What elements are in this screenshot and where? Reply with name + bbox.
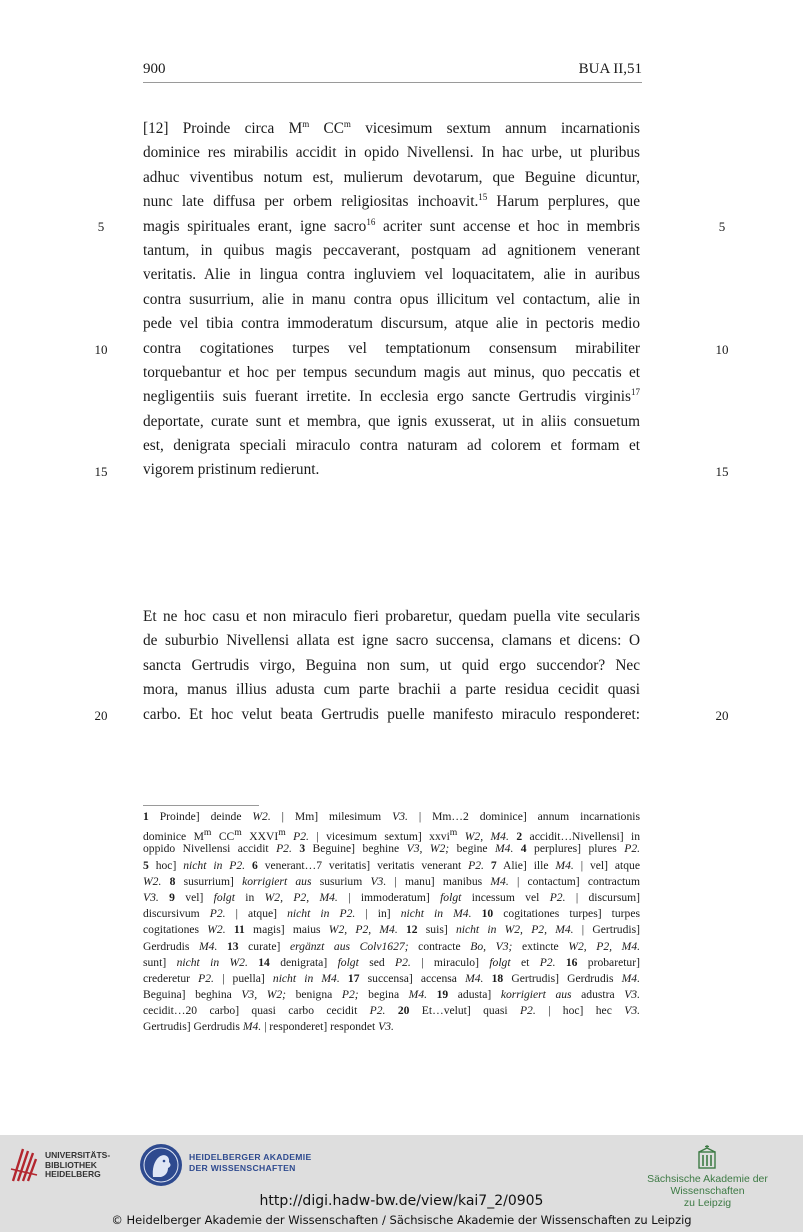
apparatus-line: sunt] nicht in W2. 14 denigrata] folgt sed P2. | miraculo] folgt et P2. 16 probaretur] bbox=[143, 955, 640, 969]
line-number-left: 15 bbox=[94, 464, 108, 479]
line-number-right: 5 bbox=[718, 219, 726, 234]
running-header bbox=[143, 58, 642, 83]
critical-apparatus bbox=[143, 809, 640, 1036]
text-line: sancta Gertrudis virgo, Beguina non sum, ut quid ergo succendor? Nec bbox=[143, 656, 640, 674]
text-line: est, denigrata speciali miraculo contra naturam ad colorem et formam et bbox=[143, 437, 640, 455]
apparatus-line: discursivum P2. | atque] nicht in P2. | in] nicht in M4. 10 cogitationes turpes] turpes bbox=[143, 907, 640, 921]
academy-name[interactable]: HEIDELBERGER AKADEMIE DER WISSENSCHAFTEN bbox=[189, 1152, 312, 1173]
university-library-logo-icon[interactable] bbox=[9, 1145, 39, 1185]
footnote-ref-17: 17 bbox=[631, 387, 640, 398]
text-line: deportate, curate sunt et membra, que ignis exusserat, ut in aliis consuetum bbox=[143, 412, 640, 430]
apparatus-line: crederetur P2. | puella] nicht in M4. 17 succensa] accensa M4. 18 Gertrudis] Gerdrudis M4. bbox=[143, 971, 640, 985]
text-line: vigorem pristinum redierunt. bbox=[143, 461, 320, 479]
line-number-right: 10 bbox=[715, 342, 729, 357]
apparatus-line: dominice $M^m$ $CC^m$ XXVI$^m$ P2. | vicesimum sextum] xxvi$^m$ W2, M4. 2 accidit…Nivellensi] in bbox=[143, 827, 640, 844]
text-line: mora, manus illius adusta cum parte brachii a parte residua cecidit quasi bbox=[143, 681, 640, 699]
footnote-ref-16: 16 bbox=[366, 216, 376, 227]
line-number-left: 20 bbox=[94, 708, 108, 723]
apparatus-line: Beguina] beghina V3, W2; benigna P2; begina M4. 19 adusta] korrigiert aus adustra V3. bbox=[143, 988, 640, 1002]
saxon-academy-emblem-icon[interactable] bbox=[697, 1144, 717, 1170]
text-line: adhuc viventibus notum est, mulierum devotarum, que Beguine dicuntur, bbox=[143, 168, 640, 186]
text-line: contra susurrium, alie in manu contra opus illicitum vel contactum, alie in bbox=[143, 290, 640, 308]
text-line: dominice res mirabilis accidit in opido Nivellensi. In hac urbe, ut pluribus bbox=[143, 144, 640, 162]
apparatus-line: Gertrudis] Gerdrudis M4. | responderet] respondet V3. bbox=[143, 1020, 394, 1034]
text-line: tantum, in quibus magis peccaverant, postquam ad agnitionem venerant bbox=[143, 241, 640, 259]
apparatus-line: cecidit…20 carbo] quasi carbo cecidit P2. 20 Et…velut] quasi P2. | hoc] hec V3. bbox=[143, 1004, 641, 1018]
apparatus-line: cogitationes W2. 11 magis] maius W2, P2, M4. 12 suis] nicht in W2, P2, M4. | Gertrudis] bbox=[143, 923, 640, 937]
footnote-ref-15: 15 bbox=[478, 192, 488, 203]
main-text-paragraph-1 bbox=[143, 117, 640, 483]
line-number-right: 15 bbox=[715, 464, 729, 479]
apparatus-line: V3. 9 vel] folgt in W2, P2, M4. | immoderatum] folgt incessum vel P2. | discursum] bbox=[143, 890, 641, 904]
document-reference: BUA II,51 bbox=[578, 61, 642, 77]
apparatus-line: oppido Nivellensi accidit P2. 3 Beguine] beghine V3, W2; begine M4. 4 perplures] plures P2. bbox=[143, 842, 641, 856]
text-line: veritatis. Alie in lingua contra ingluviem vel loquacitatem, alie in auribus bbox=[143, 266, 640, 284]
apparatus-line: Gerdrudis M4. 13 curate] ergänzt aus Colv1627; contracte Bo, V3; extincte W2, P2, M4. bbox=[143, 939, 641, 953]
text-line: magis spirituales erant, igne sacro$^{16}$ acriter sunt accense et hoc in membris bbox=[143, 216, 641, 235]
viewer-footer bbox=[0, 1135, 803, 1232]
text-line: contra cogitationes turpes vel temptationum consensum mirabiliter bbox=[143, 339, 640, 357]
copyright-notice: © Heidelberger Akademie der Wissenschaften / Sächsische Akademie der Wissenschaften zu Leipzig bbox=[111, 1213, 692, 1227]
text-line: [12] Proinde circa $M^m$ $CC^m$ vicesimum sextum annum incarnationis bbox=[143, 119, 640, 137]
line-number-left: 10 bbox=[94, 342, 108, 357]
text-line: nunc late diffusa per orbem religiositas inchoavit.$^{15}$ Harum perplures, que bbox=[143, 192, 640, 211]
line-number-left: 5 bbox=[97, 219, 105, 234]
text-line: torquebantur et hoc per tempus secundum magis aut minus, quo peccatis et bbox=[143, 363, 640, 381]
apparatus-line: 1 Proinde] deinde W2. | Mm] milesimum V3. | Mm…2 dominice] annum incarnationis bbox=[143, 810, 640, 823]
apparatus-line: 5 hoc] nicht in P2. 6 venerant…7 veritatis] veritatis venerant P2. 7 Alie] ille M4. | vel] atque bbox=[143, 858, 640, 872]
apparatus-line: W2. 8 susurrium] korrigiert aus susurium V3. | manu] manibus M4. | contactum] contractum bbox=[143, 874, 640, 888]
line-number-right: 20 bbox=[715, 708, 729, 723]
text-line: negligentiis suis fuerant irretite. In ecclesia ergo sancte Gertrudis virginis$^{17}$ bbox=[143, 387, 640, 406]
main-text-paragraph-2 bbox=[143, 605, 640, 727]
page-number: 900 bbox=[143, 61, 166, 77]
footnote-divider bbox=[143, 805, 259, 806]
university-library-name[interactable]: UNIVERSITÄTS- BIBLIOTHEK HEIDELBERG bbox=[45, 1150, 111, 1179]
text-line: carbo. Et hoc velut beata Gertrudis puelle manifesto miraculo responderet: bbox=[143, 705, 640, 723]
text-line: pede vel tibia contra immoderatum discursum, atque alie in pectoris medio bbox=[143, 315, 640, 333]
academy-seal-icon[interactable] bbox=[139, 1143, 183, 1187]
saxon-academy-name[interactable]: Sächsische Akademie der Wissenschaften zu Leipzig bbox=[647, 1173, 768, 1209]
permalink-url[interactable]: http://digi.hadw-bw.de/view/kai7_2/0905 bbox=[259, 1193, 544, 1209]
text-line: de suburbio Nivellensi allata est igne sacro succensa, clamans et dicens: O bbox=[143, 632, 640, 650]
text-line: Et ne hoc casu et non miraculo fieri probaretur, quedam puella vite secularis bbox=[143, 608, 640, 625]
